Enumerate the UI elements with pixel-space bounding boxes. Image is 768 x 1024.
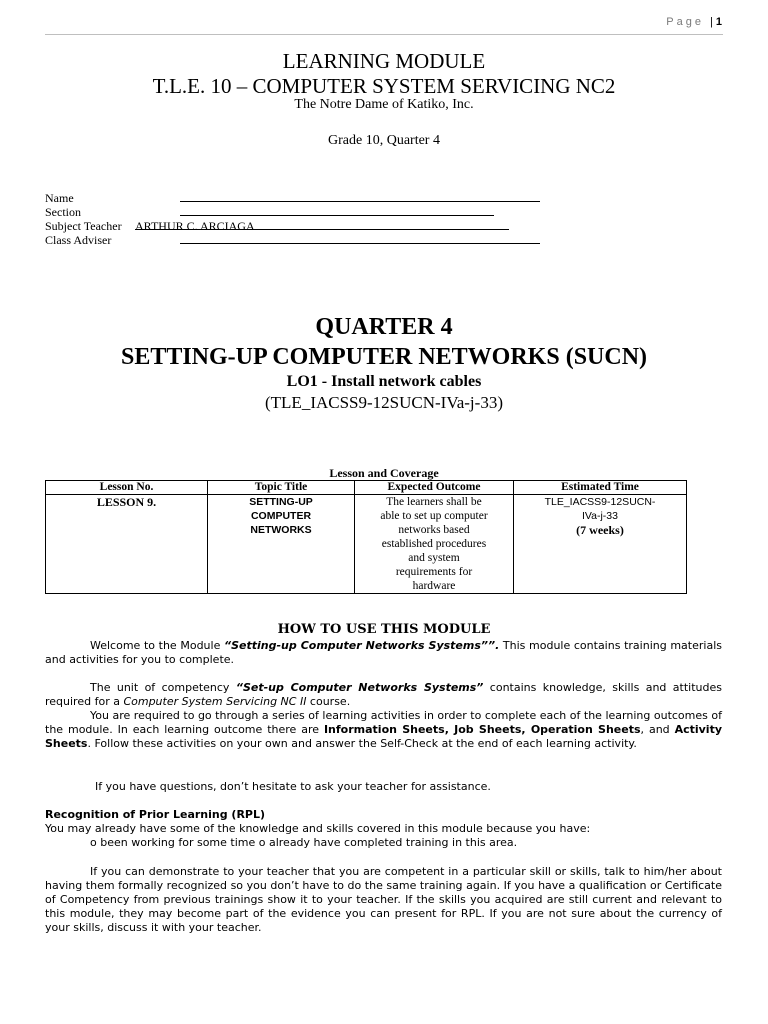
name-blank-line: [180, 191, 540, 202]
weeks-duration: (7 weeks): [576, 523, 624, 537]
table-row: [46, 495, 687, 594]
howto-paragraph-1: Welcome to the Module “Setting-up Computer Networks Systems””. This module contains training materials and activities for you to complete.: [45, 639, 722, 666]
table-header: Estimated Time: [514, 481, 687, 495]
module-title: LEARNING MODULE: [282, 49, 486, 73]
school-name: The Notre Dame of Katiko, Inc.: [294, 97, 474, 112]
adviser-label: Class Adviser: [45, 233, 112, 247]
course-title: T.L.E. 10 – COMPUTER SYSTEM SERVICING NC2: [152, 74, 616, 98]
grade-quarter: Grade 10, Quarter 4: [328, 133, 440, 148]
topic-title: SETTING-UP COMPUTER NETWORKS: [208, 495, 355, 594]
table-header: Lesson No.: [46, 481, 208, 495]
rpl-paragraph: If you can demonstrate to your teacher that you are competent in a particular skill or skills, talk to him/her about having them formally recognized so you don’t have to do the same training again. If you have a qualification or Certificate of Competency from previous trainings show it to your teacher. If the skills you acquired are still current and relevant to this module, they may become part of the evidence you can present for RPL. If you are not sure about the currency of your skills, discuss it with your teacher.: [45, 865, 722, 934]
rpl-intro: You may already have some of the knowledge and skills covered in this module because you have:: [45, 822, 591, 835]
name-label: Name: [45, 191, 74, 205]
header-divider: [45, 34, 723, 35]
learning-outcome: LO1 - Install network cables: [286, 373, 482, 390]
section-label: Section: [45, 205, 81, 219]
howto-heading: HOW TO USE THIS MODULE: [277, 622, 491, 637]
section-blank-line: [180, 205, 494, 216]
table-header-row: [46, 481, 687, 495]
expected-outcome: The learners shall be able to set up computer networks based established procedures and system requirements for hardware: [355, 495, 514, 594]
competency-code: (TLE_IACSS9-12SUCN-IVa-j-33): [265, 393, 503, 412]
page-separator: |: [710, 16, 713, 28]
adviser-blank-line: [180, 233, 540, 244]
rpl-section: [45, 808, 722, 850]
quarter-title: QUARTER 4: [315, 314, 453, 340]
teacher-label: Subject Teacher: [45, 219, 122, 233]
coverage-caption: Lesson and Coverage: [329, 466, 439, 480]
page-label: Page: [666, 16, 704, 28]
teacher-name: ARTHUR C. ARCIAGA: [135, 219, 255, 233]
coverage-table: [45, 480, 687, 594]
howto-paragraph-4: If you have questions, don’t hesitate to ask your teacher for assistance.: [95, 780, 491, 793]
howto-paragraph-2: The unit of competency “Set-up Computer Networks Systems” contains knowledge, skills and attitudes required for a Computer System Servicing NC II course. You are required to go through a series of learning activities in order to complete each of the learning outcomes of the module. In each learning outcome there are Information Sheets, Job Sheets, Operation Sheets, and Activity Sheets. Follow these activities on your own and answer the Self-Check at the end of each learning activity.: [45, 681, 723, 750]
rpl-bullets: o been working for some time o already have completed training in this area.: [90, 836, 518, 849]
quarter-subtitle: SETTING-UP COMPUTER NETWORKS (SUCN): [120, 344, 648, 370]
rpl-heading: Recognition of Prior Learning (RPL): [45, 808, 266, 821]
page-number: 1: [715, 16, 722, 28]
page-number-header: [666, 16, 722, 28]
teacher-underline: [135, 219, 509, 230]
table-header: Topic Title: [208, 481, 355, 495]
estimated-time: TLE_IACSS9-12SUCN- IVa-j-33 (7 weeks): [514, 495, 687, 594]
table-header: Expected Outcome: [355, 481, 514, 495]
lesson-number: LESSON 9.: [46, 495, 208, 594]
